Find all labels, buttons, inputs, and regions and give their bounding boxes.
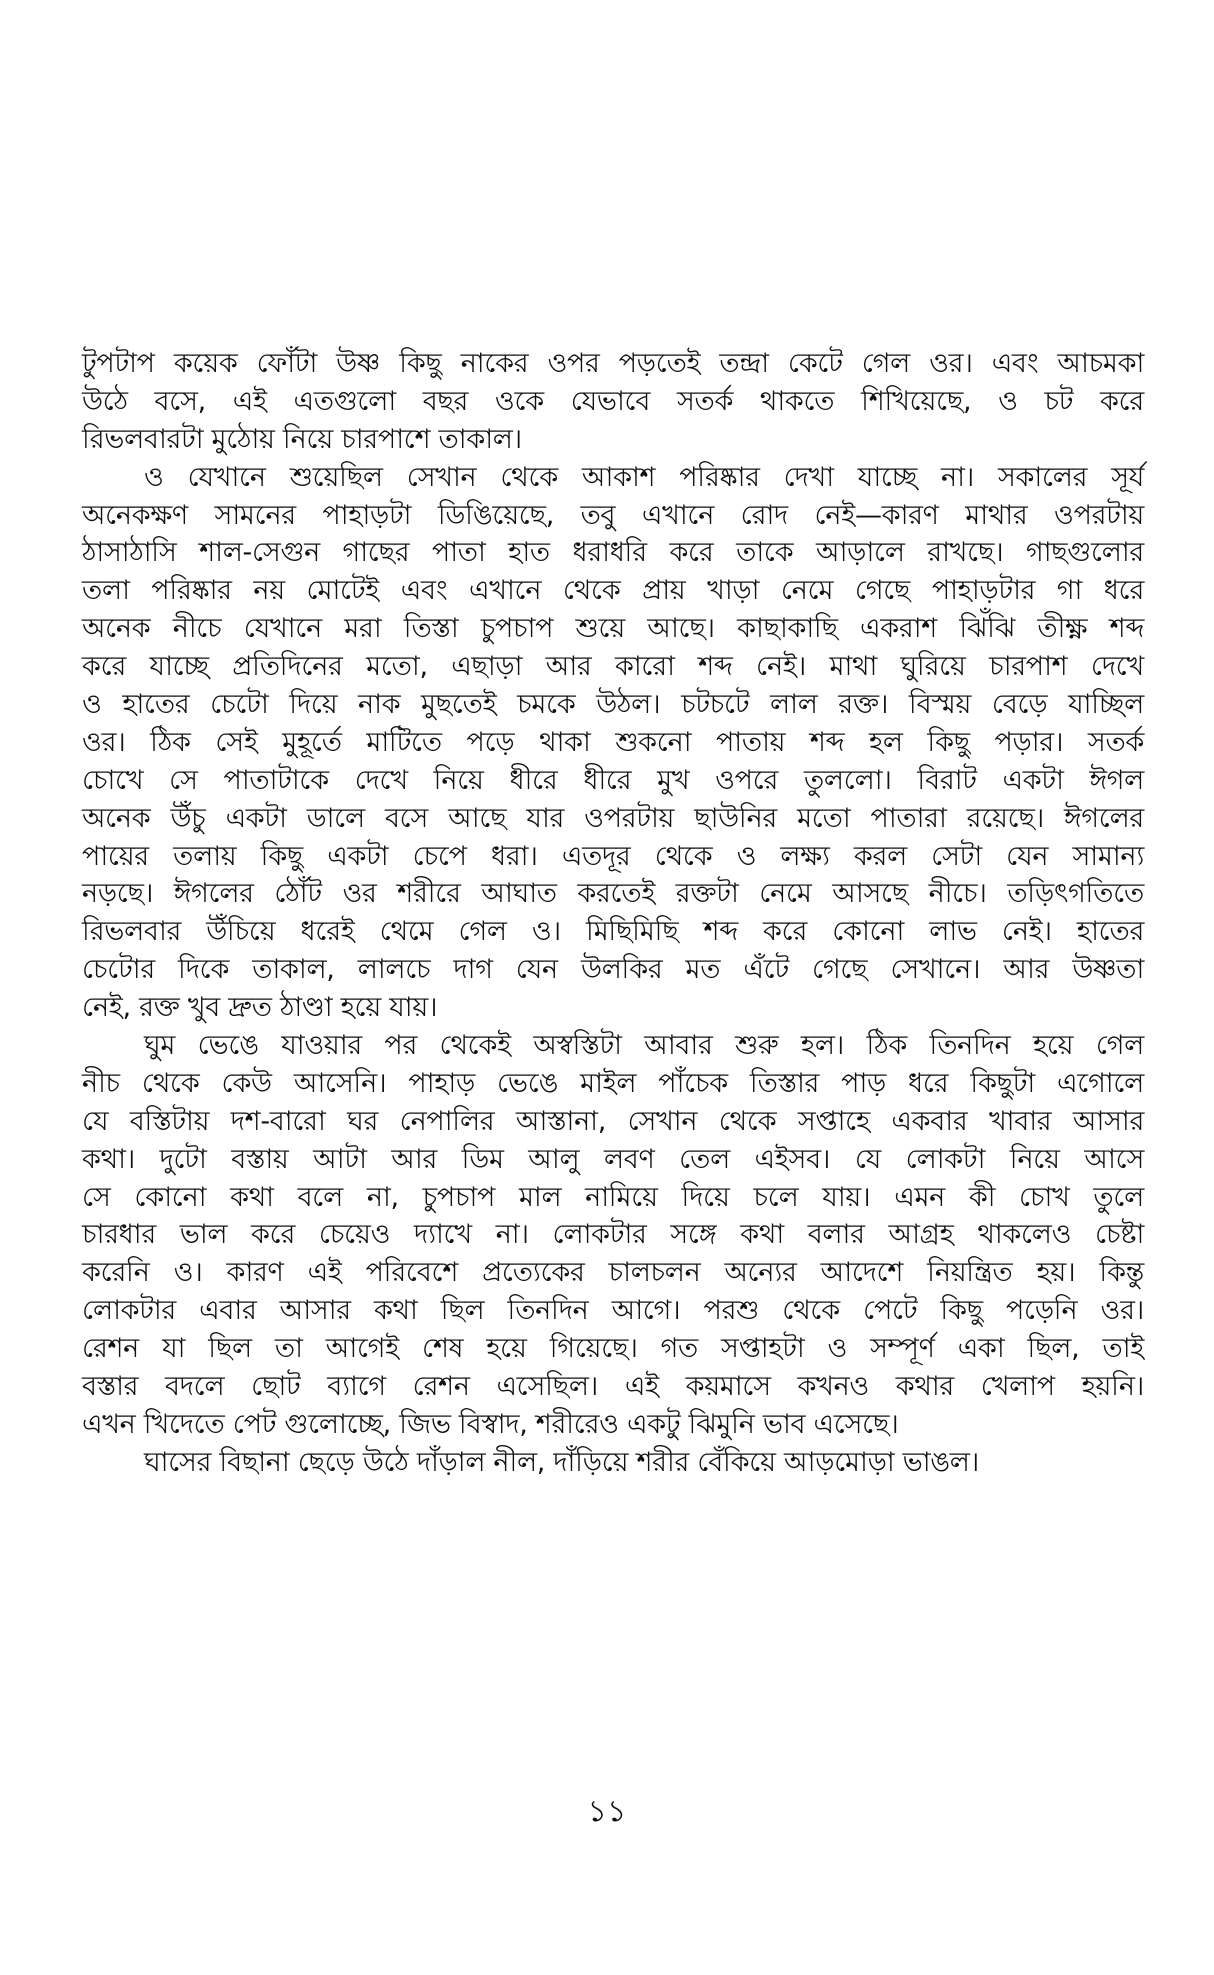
text-line: উঠে বসে, এই এতগুলো বছর ওকে যেভাবে সতর্ক থাকতে শিখিয়েছে, ও চট করে <box>82 385 1144 417</box>
text-line: ও হাতের চেটো দিয়ে নাক মুছতেই চমকে উঠল। চটচটে লাল রক্ত। বিস্ময় বেড়ে যাচ্ছিল <box>82 689 1144 721</box>
text-line: নড়ছে। ঈগলের ঠোঁট ওর শরীরে আঘাত করতেই রক্তটা নেমে আসছে নীচে। তড়িৎগতিতে <box>82 878 1144 910</box>
text-line: লোকটার এবার আসার কথা ছিল তিনদিন আগে। পরশু থেকে পেটে কিছু পড়েনি ওর। <box>82 1295 1144 1327</box>
text-line: ঠাসাঠাসি শাল-সেগুন গাছের পাতা হাত ধরাধরি করে তাকে আড়ালে রাখছে। গাছগুলোর <box>82 537 1144 569</box>
paragraph-2 <box>82 459 1144 1027</box>
text-line: চেটোর দিকে তাকাল, লালচে দাগ যেন উলকির মত এঁটে গেছে সেখানে। আর উষ্ণতা <box>82 954 1144 986</box>
body-text <box>82 345 1144 1482</box>
text-line: করেনি ও। কারণ এই পরিবেশে প্রত্যেকের চালচলন অন্যের আদেশে নিয়ন্ত্রিত হয়। কিন্তু <box>82 1257 1144 1289</box>
paragraph-1 <box>82 345 1144 459</box>
text-line: ঘাসের বিছানা ছেড়ে উঠে দাঁড়াল নীল, দাঁড়িয়ে শরীর বেঁকিয়ে আড়মোড়া ভাঙল। <box>144 1446 979 1478</box>
text-line: চারধার ভাল করে চেয়েও দ্যাখে না। লোকটার সঙ্গে কথা বলার আগ্রহ থাকলেও চেষ্টা <box>82 1219 1144 1251</box>
text-line: ওর। ঠিক সেই মুহূর্তে মাটিতে পড়ে থাকা শুকনো পাতায় শব্দ হল কিছু পড়ার। সতর্ক <box>82 726 1144 758</box>
text-line: রিভলবারটা মুঠোয় নিয়ে চারপাশে তাকাল। <box>82 423 522 455</box>
text-line: পায়ের তলায় কিছু একটা চেপে ধরা। এতদূর থেকে ও লক্ষ্য করল সেটা যেন সামান্য <box>82 840 1144 872</box>
text-line: নেই, রক্ত খুব দ্রুত ঠাণ্ডা হয়ে যায়। <box>82 992 438 1024</box>
text-line: ঘুম ভেঙে যাওয়ার পর থেকেই অস্বস্তিটা আবার শুরু হল। ঠিক তিনদিন হয়ে গেল <box>144 1030 1144 1062</box>
text-line: রেশন যা ছিল তা আগেই শেষ হয়ে গিয়েছে। গত সপ্তাহটা ও সম্পূর্ণ একা ছিল, তাই <box>82 1333 1144 1365</box>
text-line: যে বস্তিটায় দশ-বারো ঘর নেপালির আস্তানা, সেখান থেকে সপ্তাহে একবার খাবার আসার <box>82 1105 1144 1137</box>
text-line: সে কোনো কথা বলে না, চুপচাপ মাল নামিয়ে দিয়ে চলে যায়। এমন কী চোখ তুলে <box>82 1181 1144 1213</box>
text-line: ও যেখানে শুয়েছিল সেখান থেকে আকাশ পরিষ্কার দেখা যাচ্ছে না। সকালের সূর্য <box>144 461 1144 493</box>
text-line: অনেক উঁচু একটা ডালে বসে আছে যার ওপরটায় ছাউনির মতো পাতারা রয়েছে। ঈগলের <box>82 802 1144 834</box>
text-line: তলা পরিষ্কার নয় মোটেই এবং এখানে থেকে প্রায় খাড়া নেমে গেছে পাহাড়টার গা ধরে <box>82 575 1144 607</box>
page-number: ১১ <box>587 1794 627 1829</box>
paragraph-4 <box>82 1444 1144 1482</box>
paragraph-3 <box>82 1027 1144 1444</box>
text-line: অনেক নীচে যেখানে মরা তিস্তা চুপচাপ শুয়ে আছে। কাছাকাছি একরাশ ঝিঁঝি তীক্ষ্ণ শব্দ <box>82 613 1144 645</box>
text-line: নীচ থেকে কেউ আসেনি। পাহাড় ভেঙে মাইল পাঁচেক তিস্তার পাড় ধরে কিছুটা এগোলে <box>82 1067 1144 1099</box>
text-line: টুপটাপ কয়েক ফোঁটা উষ্ণ কিছু নাকের ওপর পড়তেই তন্দ্রা কেটে গেল ওর। এবং আচমকা <box>82 348 1144 379</box>
text-line: অনেকক্ষণ সামনের পাহাড়টা ডিঙিয়েছে, তবু এখানে রোদ নেই—কারণ মাথার ওপরটায় <box>82 499 1144 531</box>
text-line: চোখে সে পাতাটাকে দেখে নিয়ে ধীরে ধীরে মুখ ওপরে তুললো। বিরাট একটা ঈগল <box>82 764 1144 796</box>
text-line: বস্তার বদলে ছোট ব্যাগে রেশন এসেছিল। এই কয়মাসে কখনও কথার খেলাপ হয়নি। <box>82 1371 1144 1403</box>
text-line: এখন খিদেতে পেট গুলোচ্ছে, জিভ বিস্বাদ, শরীরেও একটু ঝিমুনি ভাব এসেছে। <box>82 1408 899 1440</box>
text-line: কথা। দুটো বস্তায় আটা আর ডিম আলু লবণ তেল এইসব। যে লোকটা নিয়ে আসে <box>82 1143 1144 1175</box>
text-line: করে যাচ্ছে প্রতিদিনের মতো, এছাড়া আর কারো শব্দ নেই। মাথা ঘুরিয়ে চারপাশ দেখে <box>82 651 1144 683</box>
text-line: রিভলবার উঁচিয়ে ধরেই থেমে গেল ও। মিছিমিছি শব্দ করে কোনো লাভ নেই। হাতের <box>82 916 1144 948</box>
